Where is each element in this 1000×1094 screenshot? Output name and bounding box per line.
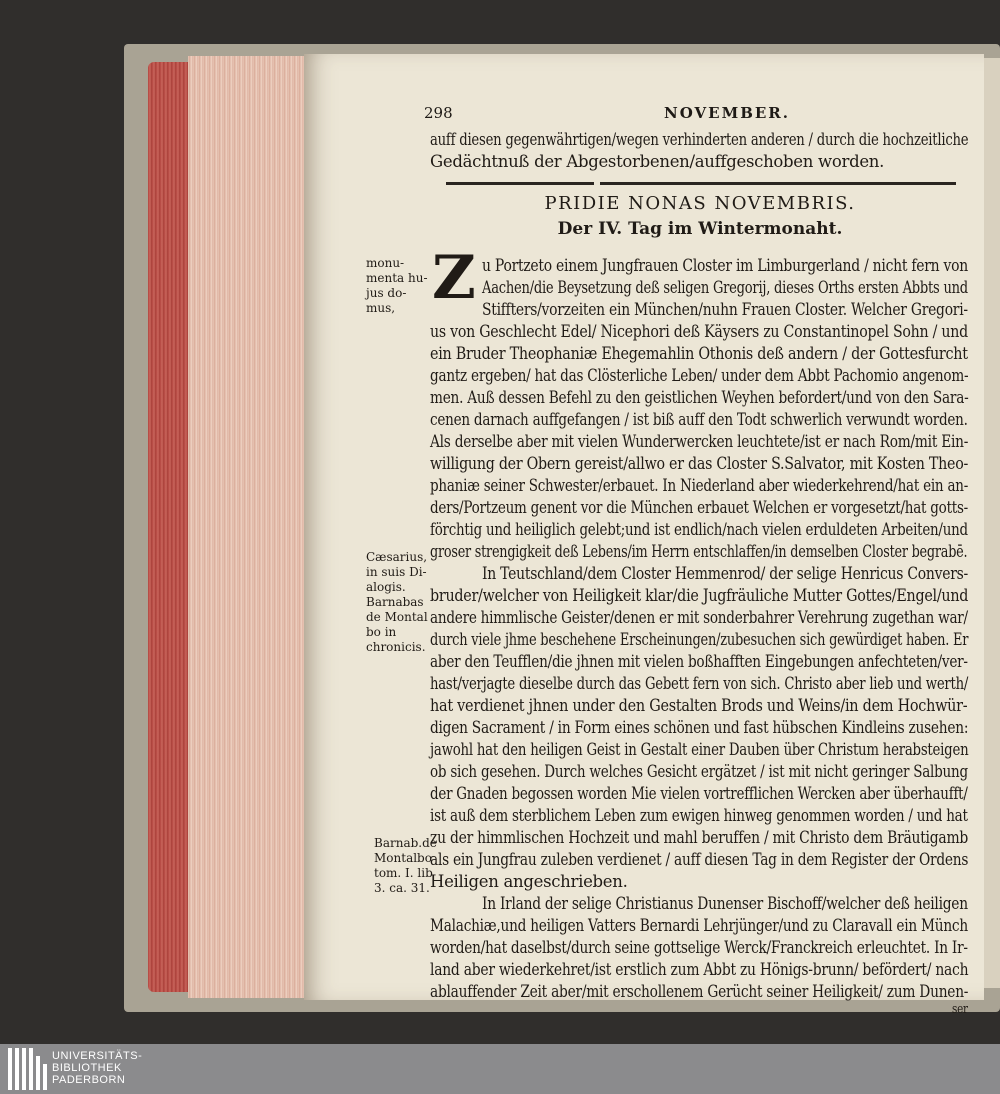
margin-note-line: Barnab.de — [374, 836, 437, 850]
library-logo-text — [52, 1050, 142, 1086]
body-line: groser strengigkeit deß Lebens/im Herrn entschlaffen/in demselben Closter begrabē. — [430, 542, 968, 561]
body-line: jawohl hat den heiligen Geist in Gestalt einer Dauben über Christum herabsteigen — [430, 740, 969, 759]
library-logo-icon — [8, 1048, 48, 1090]
logo-line: BIBLIOTHEK — [52, 1062, 122, 1074]
body-line: förchtig und heiliglich gelebt;und ist endlich/nach vielen erduldeten Arbeiten/und — [430, 520, 968, 539]
body-line: u Portzeto einem Jungfrauen Closter im Limburgerland / nicht fern von — [482, 256, 969, 275]
margin-note-3 — [374, 836, 437, 896]
body-line: hat verdienet jhnen under den Gestalten Brods und Weins/in dem Hochwür- — [430, 696, 968, 715]
margin-note-line: tom. I. lib — [374, 866, 433, 880]
body-line: worden/hat daselbst/durch seine gottselige Werck/Franckreich erleuchtet. In Ir- — [430, 938, 968, 957]
margin-note-line: monu- — [366, 256, 405, 270]
logo-line: PADERBORN — [52, 1074, 126, 1086]
margin-note-line: bo in — [366, 625, 397, 639]
margin-note-line: de Montal — [366, 610, 428, 624]
body-line: aber den Teufflen/die jhnen mit vielen boßhafften Eingebungen anfechteten/ver- — [430, 652, 968, 671]
body-line: andere himmlische Geister/denen er mit sonderbahrer Verehrung zugethan war/ — [430, 608, 968, 627]
margin-note-line: jus do- — [366, 286, 407, 300]
body-line: ablauffender Zeit aber/mit erschollenem Gerücht seiner Heiligkeit/ zum Dunen- — [430, 982, 969, 1001]
body-line: als ein Jungfrau zuleben verdienet / auff diesen Tag in dem Register der Ordens — [430, 850, 969, 869]
body-line: gantz ergeben/ hat das Clösterliche Leben/ under dem Abbt Pachomio angenom- — [430, 366, 969, 385]
body-line: hast/verjagte dieselbe durch das Gebett fern von sich. Christo aber lieb und werth/ — [430, 674, 969, 693]
margin-note-line: mus, — [366, 301, 396, 315]
margin-note-line: Montalbo — [374, 851, 432, 865]
body-line: In Teutschland/dem Closter Hemmenrod/ der selige Henricus Convers- — [482, 564, 969, 583]
margin-note-line: Cæsarius, — [366, 550, 428, 564]
page-stack — [188, 56, 306, 998]
margin-note-2 — [366, 550, 428, 655]
body-line: land aber wiederkehret/ist erstlich zum Abbt zu Hönigs-brunn/ befördert/ nach — [430, 960, 969, 979]
body-line: Heiligen angeschrieben. — [430, 872, 628, 891]
page-number: 298 — [424, 104, 453, 122]
library-logo-bar — [0, 1044, 1000, 1094]
body-line: us von Geschlecht Edel/ Nicephori deß Käysers zu Constantinopel Sohn / und — [430, 322, 968, 341]
section-subtitle: Der IV. Tag im Wintermonaht. — [557, 219, 843, 239]
running-head: NOVEMBER. — [664, 104, 790, 122]
body-line: bruder/welcher von Heiligkeit klar/die Jugfräuliche Mutter Gottes/Engel/und — [430, 586, 969, 605]
body-line: ist auß dem sterblichem Leben zum ewigen hinweg genommen worden / und hat — [430, 806, 968, 825]
page-header — [424, 104, 964, 128]
margin-note-line: 3. ca. 31. — [374, 881, 430, 895]
body-line: durch viele jhme beschehene Erscheinungen/zubesuchen sich gewürdiget haben. Er — [430, 630, 969, 649]
body-line: cenen darnach auffgefangen / ist biß auff den Todt schwerlich verwundt worden. — [430, 410, 968, 429]
page-edge-red — [148, 62, 190, 992]
body-line: zu der himmlischen Hochzeit und mahl beruffen / mit Christo dem Bräutigamb — [430, 828, 969, 847]
margin-note-line: chronicis. — [366, 640, 426, 654]
body-line: Stiffters/vorzeiten ein München/nuhn Frauen Closter. Welcher Gregori- — [482, 300, 968, 319]
body-line: Aachen/die Beysetzung deß seligen Gregorij, dieses Orths ersten Abbts und — [482, 278, 968, 297]
drop-cap: Z — [432, 243, 476, 313]
margin-note-line: in suis Di- — [366, 565, 427, 579]
body-line: men. Auß dessen Befehl zu den geistlichen Weyhen befordert/und von den Sara- — [430, 388, 969, 407]
divider-rule — [446, 182, 956, 185]
margin-note-line: menta hu- — [366, 271, 428, 285]
section-title: PRIDIE NONAS NOVEMBRIS. — [544, 193, 856, 214]
margin-note-1 — [366, 256, 428, 316]
body-line: phaniæ seiner Schwester/erbauet. In Niederland aber wiederkehrend/hat ein an- — [430, 476, 969, 495]
intro-line: auff diesen gegenwährtigen/wegen verhinderten anderen / durch die hochzeitliche — [430, 130, 969, 149]
body-line: ob sich gesehen. Durch welches Gesicht ergätzet / ist mit nicht geringer Salbung — [430, 762, 968, 781]
margin-note-line: Barnabas — [366, 595, 424, 609]
body-line: In Irland der selige Christianus Dunenser Bischoff/welcher deß heiligen — [482, 894, 968, 913]
logo-line: UNIVERSITÄTS- — [52, 1050, 143, 1062]
body-line: der Gnaden begossen worden Mie vielen vortrefflichen Wercken aber überhaufft/ — [430, 784, 968, 803]
margin-note-line: alogis. — [366, 580, 406, 594]
body-line: digen Sacrament / in Form eines schönen und fast hübschen Kindleins zusehen: — [430, 718, 969, 737]
body-line: Malachiæ,und heiligen Vatters Bernardi Lehrjünger/und zu Claravall ein Münch — [430, 916, 968, 935]
body-line: willigung der Obern gereist/allwo er das Closter S.Salvator, mit Kosten Theo- — [430, 454, 969, 473]
body-line: ein Bruder Theophaniæ Ehegemahlin Othonis deß andern / der Gottesfurcht — [430, 344, 968, 363]
body-line: Als derselbe aber mit vielen Wunderwercken leuchtete/ist er nach Rom/mit Ein- — [430, 432, 969, 451]
catchword: ser — [952, 1002, 968, 1017]
intro-line: Gedächtnuß der Abgestorbenen/auffgeschoben worden. — [430, 152, 885, 171]
body-line: ders/Portzeum genent vor die München erbauet Welchen er vorgesetzt/hat gotts- — [430, 498, 968, 517]
